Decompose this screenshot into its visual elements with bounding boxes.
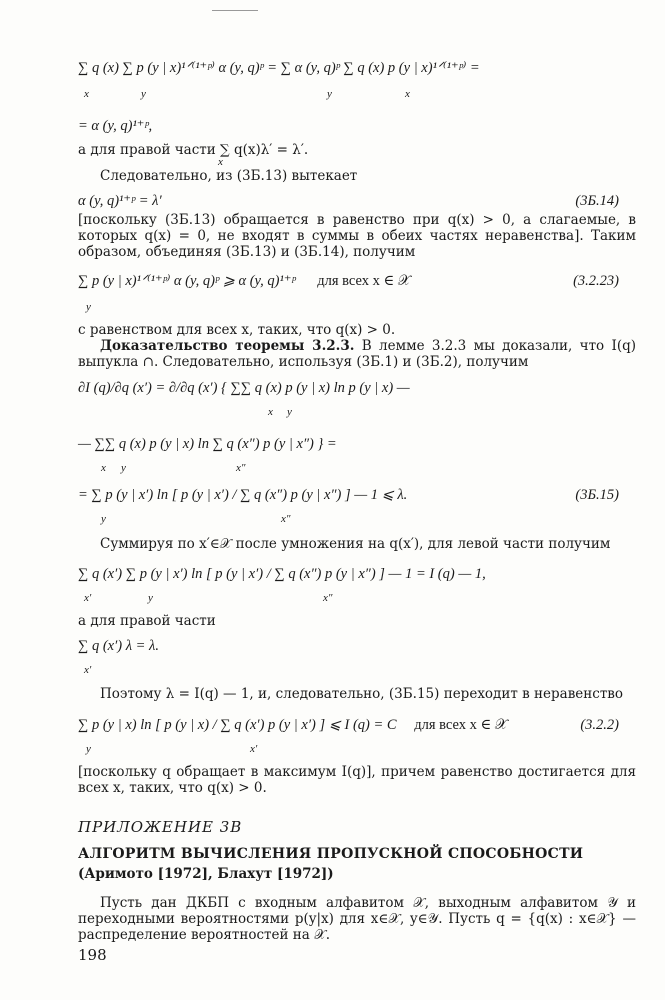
appendix-title: ПРИЛОЖЕНИЕ 3В: [78, 818, 243, 836]
sum-index-x1: x′: [250, 743, 258, 755]
sum-index-y: y: [141, 88, 146, 100]
equation-3-2-23-label: (3.2.23): [573, 273, 619, 289]
equation-right-sum: ∑ q (x′) λ = λ.: [78, 638, 159, 654]
equation-derivative-1: ∂I (q)/∂q (x′) = ∂/∂q (x′) { ∑∑ q (x) p (y | x) ln p (y | x) —: [78, 380, 410, 396]
paragraph-max: [поскольку q обращает в максимум I(q)], причем равенство достигается для всех x, таких, что q(x) > 0.: [78, 764, 636, 796]
sum-index-x: x: [268, 406, 273, 418]
sum-index-y: y: [148, 592, 153, 604]
summing-text: Суммируя по x′∈𝒳 после умножения на q(x′), для левой части получим: [100, 536, 611, 552]
sum-index-x: x: [218, 156, 223, 168]
right-part-2: а для правой части: [78, 613, 216, 629]
sum-index-x1: x′: [84, 664, 92, 676]
equation-3-2-23-body: ∑ p (y | x)¹ᐟ⁽¹⁺ᵖ⁾ α (y, q)ᵖ ⩾ α (y, q)¹⁺ᵖ: [78, 273, 296, 289]
consequently-text: Следовательно, из (3Б.13) вытекает: [100, 168, 358, 184]
equation-3-2-2-condition: для всех x ∈ 𝒳: [414, 717, 508, 733]
equation-3b15-body: = ∑ p (y | x′) ln [ p (y | x′) / ∑ q (x″) p (y | x″) ] — 1 ⩽ λ.: [78, 487, 408, 503]
sum-index-x2: x″: [281, 513, 291, 525]
proof-text: В лемме 3.2.3 мы доказали, что I(q) выпукла ∩. Следовательно, используя (3Б.1) и (3Б.2), получим: [78, 338, 637, 370]
equation-1: ∑ q (x) ∑ p (y | x)¹ᐟ⁽¹⁺ᵖ⁾ α (y, q)ᵖ = ∑ α (y, q)ᵖ ∑ q (x) p (y | x)¹ᐟ⁽¹⁺ᵖ⁾ =: [78, 60, 480, 76]
equation-3-2-23-condition: для всех x ∈ 𝒳: [317, 273, 411, 289]
equation-derivative-2: — ∑∑ q (x) p (y | x) ln ∑ q (x″) p (y | x″) } =: [78, 436, 337, 452]
equality-text: с равенством для всех x, таких, что q(x) > 0.: [78, 322, 396, 338]
equation-3b14: [78, 193, 619, 209]
equation-3-2-2: [78, 717, 619, 733]
equation-3b15: [78, 487, 619, 503]
proof-title: Доказательство теоремы 3.2.3.: [100, 338, 355, 354]
proof-paragraph: [78, 338, 636, 370]
equation-3-2-23: [78, 273, 619, 289]
sum-index-x: x: [84, 88, 89, 100]
equation-3-2-2-body: ∑ p (y | x) ln [ p (y | x) / ∑ q (x′) p (y | x′) ] ⩽ I (q) = C: [78, 717, 397, 733]
equation-left-sum: ∑ q (x′) ∑ p (y | x′) ln [ p (y | x′) / ∑ q (x″) p (y | x″) ] — 1 = I (q) — 1,: [78, 566, 486, 582]
sum-index-y: y: [86, 301, 91, 313]
sum-index-y: y: [86, 743, 91, 755]
sum-index-x1: x′: [84, 592, 92, 604]
sum-index-x2: x″: [236, 462, 246, 474]
sum-index-x: x: [101, 462, 106, 474]
sum-index-y: y: [327, 88, 332, 100]
paragraph-since: [поскольку (3Б.13) обращается в равенство при q(x) > 0, а слагаемые, в которых q(x) = 0, не входят в суммы в обеих частях неравенства]. Таким образом, объединяя (3Б.13) и (3Б.14), получим: [78, 212, 636, 260]
page-number: 198: [78, 946, 107, 964]
equation-3b14-body: α (y, q)¹⁺ᵖ = λ′: [78, 193, 162, 209]
header-rule: [212, 10, 258, 11]
sum-index-y: y: [101, 513, 106, 525]
algorithm-heading: АЛГОРИТМ ВЫЧИСЛЕНИЯ ПРОПУСКНОЙ СПОСОБНОСТИ: [78, 846, 584, 862]
sum-index-x: x: [405, 88, 410, 100]
equation-1-continued: = α (y, q)¹⁺ᵖ,: [78, 118, 153, 134]
right-part-text: а для правой части ∑ q(x)λ′ = λ′.: [78, 142, 309, 158]
sum-index-y: y: [121, 462, 126, 474]
equation-3b15-label: (3Б.15): [575, 487, 619, 503]
sum-index-x2: x″: [323, 592, 333, 604]
therefore-text: Поэтому λ = I(q) — 1, и, следовательно, (3Б.15) переходит в неравенство: [100, 686, 624, 702]
sum-index-y: y: [287, 406, 292, 418]
authors: (Аримото [1972], Блахут [1972]): [78, 866, 334, 882]
equation-3b14-label: (3Б.14): [575, 193, 619, 209]
equation-3-2-2-label: (3.2.2): [580, 717, 619, 733]
final-paragraph: Пусть дан ДКБП с входным алфавитом 𝒳, выходным алфавитом 𝒴 и переходными вероятностями p(y|x) для x∈𝒳, y∈𝒴. Пусть q = {q(x) : x∈𝒳} — распределение вероятностей на 𝒳.: [78, 895, 636, 943]
